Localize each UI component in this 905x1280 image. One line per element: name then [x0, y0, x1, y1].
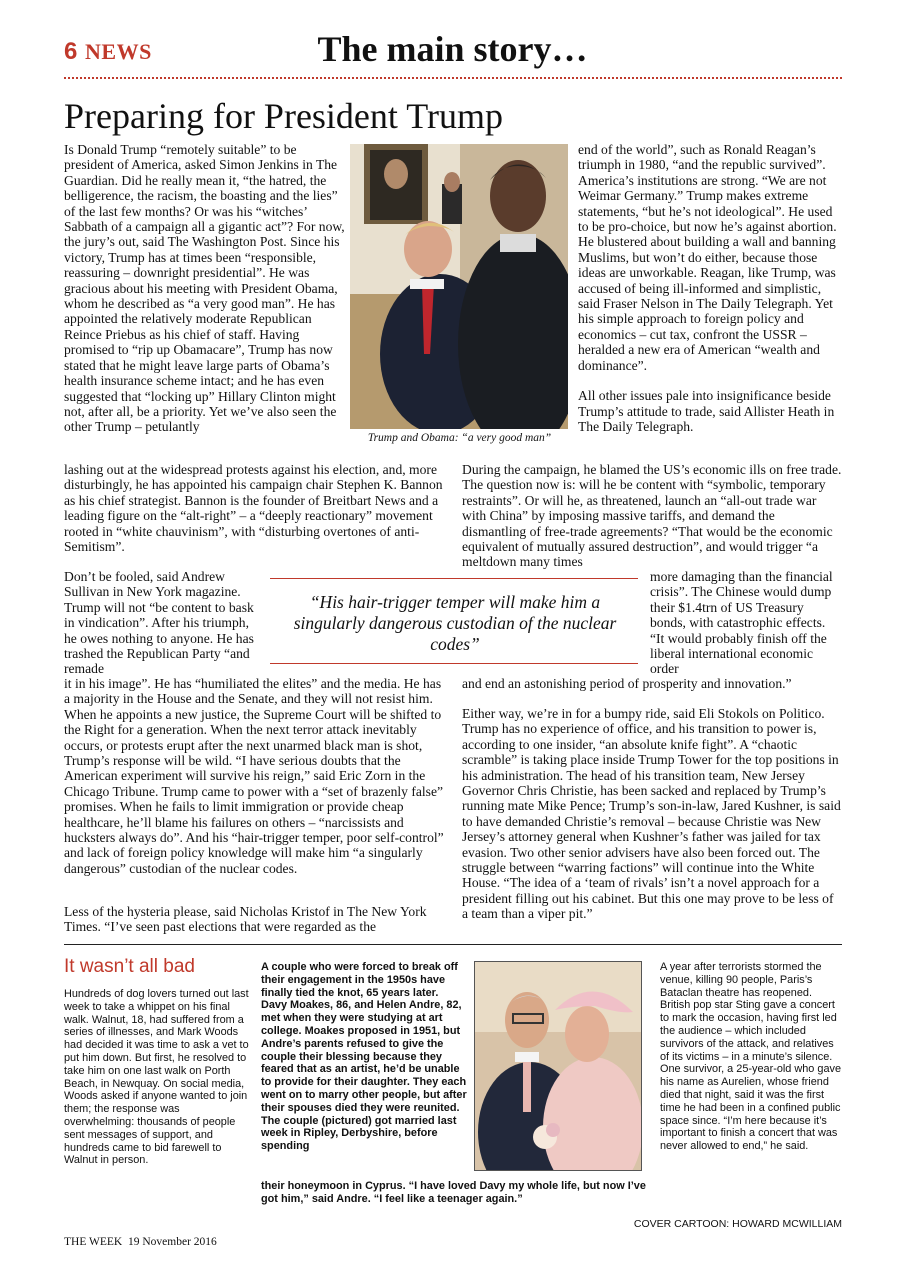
pull-quote: “His hair-trigger temper will make him a singularly dangerous custodian of the nuclear codes” — [293, 592, 617, 654]
section-name: NEWS — [85, 39, 152, 64]
article-col2-right: more damaging than the financial crisis”. The Chinese would dump their $1.4trn of US Treasury bonds, with catastrophic effects. “It would probably finish off the liberal international economic order — [650, 569, 833, 677]
article-col1-top: Is Donald Trump “remotely suitable” to be president of America, asked Simon Jenkins in The Guardian. Did he really mean it, “the hatred, the belligerence, the racism, the boasting and the lies” of the last few months? Or was his “witches’ Sabbath of a campaign all a gigantic act”? For now, the jury’s out, said The Washington Post. Since his victory, Trump has at times been “responsible, reassuring – downright presidential”. He was gracious about his meeting with President Obama, whom he described as “a very good man”. He has appointed the relatively moderate Republican Reince Priebus as his chief of staff. Having promised to “rip up Obamacare”, Trump has now stated that he might leave large parts of Obama’s health insurance scheme intact; and he has even suggested that “locking up” Hillary Clinton might not, after all, be a priority. Yet we’ve also seen the other Trump – petulantly — [64, 142, 345, 435]
article-col1-p2-left: Don’t be fooled, said Andrew Sullivan in New York magazine. Trump will not “be content to bask in vindication”. After his triumph, he owes nothing to anyone. He has trashed the Republican Party “and remade — [64, 569, 254, 677]
photo-caption: Trump and Obama: “a very good man” — [367, 432, 552, 444]
article-col2-after: and end an astonishing period of prosperity and innovation.” — [462, 676, 792, 691]
sidebar-col2-cont: their honeymoon in Cyprus. “I have loved Davy my whole life, but now I’ve got him,” said Andre. “I feel like a teenager again.” — [261, 1180, 646, 1205]
section-number: 6 — [64, 38, 78, 65]
article-col1-cont: lashing out at the widespread protests against his election, and, more disturbingly, he has appointed his campaign chair Stephen K. Bannon as his chief strategist. Bannon is the founder of Breitbart News and a leading figure on the “alt-right” – a “deeply reactionary” movement rooted in “white chauvinism”, with “disturbing overtones of anti-Semitism”. — [64, 462, 443, 555]
article-col2-top-p2: All other issues pale into insignificance beside Trump’s attitude to trade, said Allister Heath in The Daily Telegraph. — [578, 388, 835, 434]
article-col1-p2-cont: it in his image”. He has “humiliated the elites” and the media. He has a majority in the House and the Senate, and they will not resist him. When he appoints a new justice, the Supreme Court will be shifted to the Right for a generation. When the next terror attack inevitably occurs, or protests erupt after the next unarmed black man is shot, Trump’s response will be wild. “I have serious doubts that the American experiment will survive his reign,” said Eric Zorn in the Chicago Tribune. Trump came to power with a “set of brazenly false” promises. When he fails to limit immigration or provide cheap healthcare, he’ll blame his failures on others – “narcissists and hucksters always do”. And his “hair-trigger temper, poor self-control” and lack of foreign policy knowledge will make him “a singularly dangerous” custodian of the nuclear codes. — [64, 676, 444, 876]
sidebar-title: It wasn’t all bad — [64, 956, 195, 977]
couple-photo-icon — [475, 962, 641, 1170]
sidebar-col2: A couple who were forced to break off their engagement in the 1950s have finally tied the knot, 65 years later. Davy Moakes, 86, and Helen Andre, 82, met when they were studying at art college. Moakes proposed in 1951, but Andre’s parents refused to give the couple their blessing because they feared that as an artist, he’d be unable to provide for their daughter. They each went on to marry other people, but after their spouses died they were reunited. The couple (pictured) got married last week in Ripley, Derbyshire, before spending — [261, 961, 467, 1153]
obama-trump-photo-icon — [350, 144, 568, 429]
pull-quote-rule-bottom — [270, 663, 638, 664]
issue-footer: THE WEEK 19 November 2016 — [64, 1236, 217, 1248]
header-rule — [64, 77, 842, 79]
article-headline: Preparing for President Trump — [64, 96, 503, 136]
page-title: The main story… — [317, 29, 588, 69]
obama-trump-photo — [350, 144, 568, 429]
article-col1-p3: Less of the hysteria please, said Nicholas Kristof in The New York Times. “I’ve seen past elections that were regarded as the — [64, 904, 427, 935]
sidebar-divider — [64, 944, 842, 945]
article-col2-cont: During the campaign, he blamed the US’s economic ills on free trade. The question now is: will he be content with “symbolic, temporary restraints”. Or will he, as threatened, launch an “all-out trade war with China” by imposing massive tariffs, and demand the dismantling of free-trade agreements? “That would be the economic equivalent of mutually assured destruction”, and would trigger “a meltdown many times — [462, 462, 842, 570]
couple-photo — [474, 961, 642, 1171]
article-col2-top-p1: end of the world”, such as Ronald Reagan’s triumph in 1980, “and the republic survived”. America’s institutions are strong. “We are not Weimar Germany.” Trump makes extreme statements, “but he’s not ideological”. He used to be pro-choice, but now he’s against abortion. He blustered about building a wall and banning Muslims, but won’t do either, because those ideas are unworkable. Reagan, like Trump, was accused of being ill-informed and simplistic, said Fraser Nelson in The Daily Telegraph. Yet his simple approach to foreign policy and economics – cut tax, confront the USSR – heralded a new era of American “wealth and dominance”. — [578, 142, 837, 373]
sidebar-col4: A year after terrorists stormed the venue, killing 90 people, Paris’s Bataclan theatre has reopened. British pop star Sting gave a concert to mark the occasion, having first led the audience – which included survivors of the attack, and relatives of its victims – in a minute’s silence. One survivor, a 25-year-old who gave his name as Aurelien, whose friend died that night, said it was the first time he had been in a confined public space since. “I’m here because it’s important to finish a concert that was never allowed to end,” he said. — [660, 961, 841, 1153]
article-col2-top — [578, 142, 842, 434]
sidebar-col1: Hundreds of dog lovers turned out last week to take a whippet on his final walk. Walnut, 18, had suffered from a series of illnesses, and Mark Woods had decided it was time to ask a vet to put him down. But first, he resolved to take him on one last walk on Porth Beach, in Newquay. On social media, Woods asked if anyone wanted to join them; the response was overwhelming: thousands of people sent messages of support, and hundreds came to bid farewell to Walnut in person. — [64, 988, 249, 1167]
pull-quote-rule-top — [270, 578, 638, 579]
article-col2-p3: Either way, we’re in for a bumpy ride, said Eli Stokols on Politico. Trump has no experience of office, and his transition to power is, according to one insider, “an absolute knife fight”. A “chaotic scramble” is taking place inside Trump Tower for the top positions in his administration. The head of his transition team, New Jersey Governor Chris Christie, has been sacked and replaced by Trump’s running mate Mike Pence; Trump’s son-in-law, Jared Kushner, is said to have demanded Christie’s removal – because Christie was New Jersey’s attorney general when Kushner’s father was jailed for tax evasion. Two other senior advisers have also been forced out. The struggle between “warring factions” will continue into the White House. “The idea of a ‘team of rivals’ isn’t a novel approach for a president filling out his cabinet. But this one may prove to be less of a team than a viper pit.” — [462, 706, 841, 922]
cover-credit: COVER CARTOON: HOWARD MCWILLIAM — [633, 1218, 842, 1230]
